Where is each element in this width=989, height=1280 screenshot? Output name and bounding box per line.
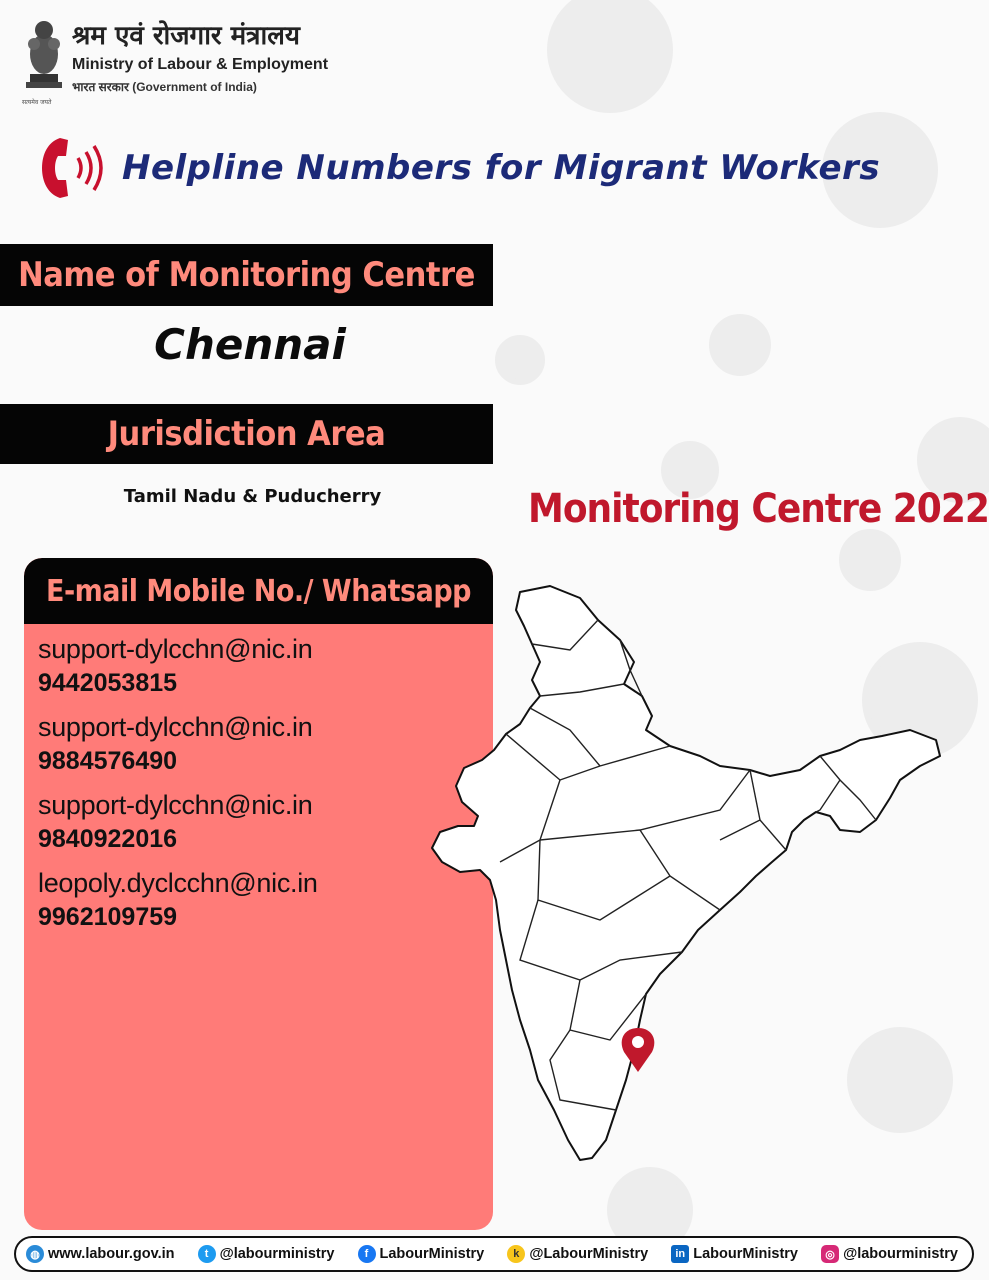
ministry-hindi-title: श्रम एवं रोजगार मंत्रालय xyxy=(72,21,300,51)
contact-phone[interactable]: 9962109759 xyxy=(38,903,178,931)
contact-phone[interactable]: 9840922016 xyxy=(38,825,178,853)
footer-koo[interactable] xyxy=(507,1245,648,1263)
monitoring-centre-year-title: Monitoring Centre 2022 xyxy=(528,486,989,532)
koo-icon: k xyxy=(507,1245,525,1263)
footer-twitter[interactable] xyxy=(198,1245,335,1263)
national-emblem-icon xyxy=(22,16,66,96)
contact-header: E-mail Mobile No./ Whatsapp xyxy=(24,558,493,624)
india-map xyxy=(420,580,960,1170)
twitter-icon: t xyxy=(198,1245,216,1263)
footer-linkedin[interactable] xyxy=(671,1245,798,1263)
government-of-india-line: भारत सरकार (Government of India) xyxy=(72,80,257,94)
jurisdiction-value: Tamil Nadu & Puducherry xyxy=(123,486,382,507)
footer-website[interactable] xyxy=(26,1245,174,1263)
monitoring-centre-label: Name of Monitoring Centre xyxy=(0,244,493,306)
emblem-motto: सत्यमेव जयते xyxy=(22,99,52,106)
jurisdiction-label: Jurisdiction Area xyxy=(0,404,493,464)
footer-facebook-text: LabourMinistry xyxy=(379,1246,485,1262)
footer-instagram-text: @labourministry xyxy=(843,1246,958,1262)
ministry-english-title: Ministry of Labour & Employment xyxy=(72,56,329,73)
footer-website-text: www.labour.gov.in xyxy=(48,1246,175,1262)
contact-email[interactable]: support-dylcchn@nic.in xyxy=(38,712,313,742)
ministry-header xyxy=(22,14,382,106)
helpline-title: Helpline Numbers for Migrant Workers xyxy=(122,148,881,188)
linkedin-icon: in xyxy=(671,1245,689,1263)
footer-instagram[interactable] xyxy=(821,1245,958,1263)
facebook-icon: f xyxy=(358,1245,376,1263)
footer-facebook[interactable] xyxy=(358,1245,485,1263)
contact-phone[interactable]: 9884576490 xyxy=(38,747,178,775)
contact-email[interactable]: leopoly.dyclcchn@nic.in xyxy=(38,868,318,898)
footer-linkedin-text: LabourMinistry xyxy=(693,1246,798,1262)
social-footer xyxy=(14,1236,974,1272)
contact-email[interactable]: support-dylcchn@nic.in xyxy=(38,634,313,664)
contact-phone[interactable]: 9442053815 xyxy=(38,669,178,697)
footer-koo-text: @LabourMinistry xyxy=(529,1246,649,1262)
instagram-icon: ◎ xyxy=(821,1245,839,1263)
globe-icon: ◍ xyxy=(26,1245,44,1263)
phone-ringing-icon xyxy=(38,136,108,200)
centre-name: Chennai xyxy=(154,320,346,369)
india-outline xyxy=(432,586,940,1160)
contact-email[interactable]: support-dylcchn@nic.in xyxy=(38,790,313,820)
footer-twitter-text: @labourministry xyxy=(219,1246,335,1262)
